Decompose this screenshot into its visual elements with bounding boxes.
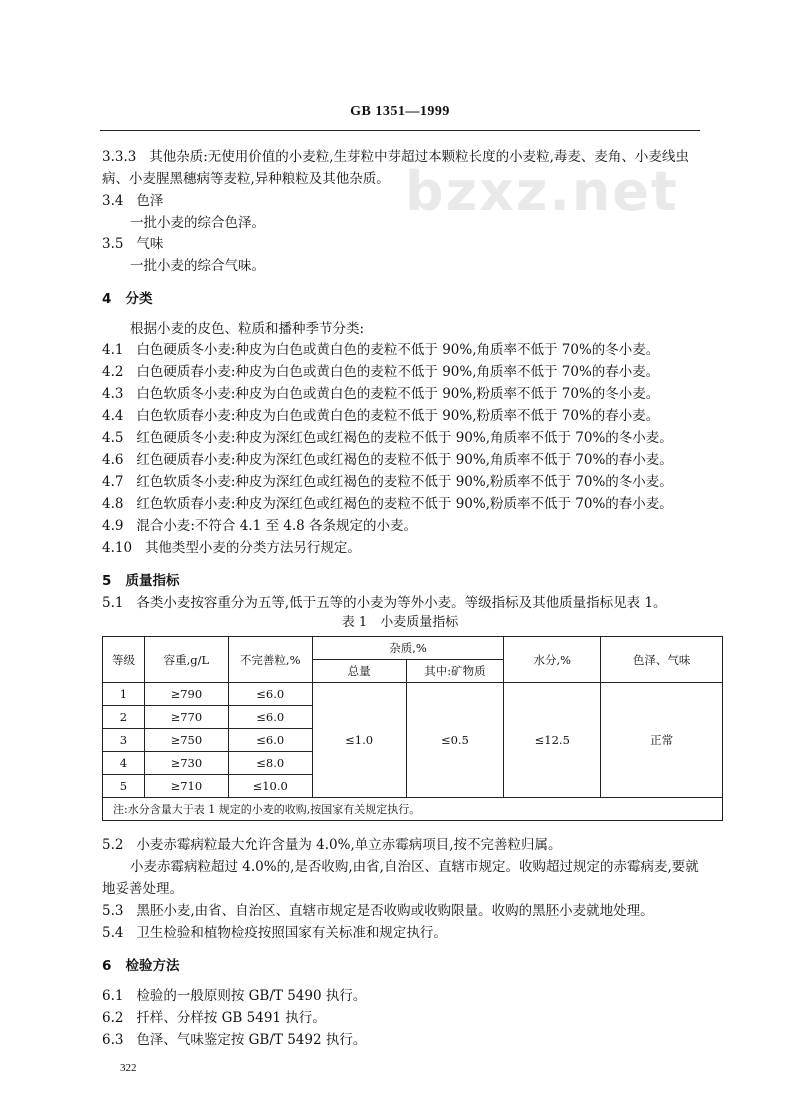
clause-number: 4.9 — [102, 518, 124, 534]
clause-5-1 — [102, 593, 667, 613]
clause-number: 4.8 — [102, 496, 124, 512]
clause-title: 色泽 — [136, 193, 164, 209]
watermark: bzxz.net — [405, 160, 679, 223]
clause-text: 扦样、分样按 GB 5491 执行。 — [136, 1010, 326, 1026]
clause-4-5 — [102, 428, 673, 448]
clause-4-6 — [102, 450, 673, 470]
cell-imperfect: ≤6.0 — [228, 706, 312, 729]
section-number: 6 — [102, 958, 112, 974]
clause-number: 4.10 — [102, 540, 133, 556]
clause-text: 各类小麦按容重分为五等,低于五等的小麦为等外小麦。等级指标及其他质量指标见表 1。 — [136, 595, 667, 611]
section-title: 检验方法 — [125, 958, 180, 974]
clause-3-4-heading — [102, 191, 163, 211]
clause-4-3 — [102, 384, 659, 404]
cell-density: ≥710 — [144, 775, 228, 798]
clause-text: 红色硬质春小麦:种皮为深红色或红褐色的麦粒不低于 90%,角质率不低于 70%的春小麦。 — [136, 452, 673, 468]
clause-number: 4.1 — [102, 342, 124, 358]
table-note: 注:水分含量大于表 1 规定的小麦的收购,按国家有关规定执行。 — [103, 798, 723, 821]
clause-3-5-heading — [102, 234, 163, 254]
clause-4-4 — [102, 406, 659, 426]
clause-5-3 — [102, 901, 654, 921]
clause-number: 3.4 — [102, 193, 124, 209]
cell-density: ≥790 — [144, 683, 228, 706]
header-rule — [100, 130, 700, 131]
cell-grade: 1 — [103, 683, 145, 706]
cell-density: ≥730 — [144, 752, 228, 775]
section-title: 分类 — [125, 291, 153, 307]
clause-4-2 — [102, 362, 659, 382]
clause-number: 4.4 — [102, 408, 124, 424]
clause-text: 其他杂质:无使用价值的小麦粒,生芽粒中芽超过本颗粒长度的小麦粒,毒麦、麦角、小麦线虫 — [149, 149, 689, 165]
clause-5-2-cont2: 地妥善处理。 — [102, 881, 183, 897]
cell-imperfect: ≤10.0 — [228, 775, 312, 798]
clause-text: 红色硬质冬小麦:种皮为深红色或红褐色的麦粒不低于 90%,角质率不低于 70%的冬小麦。 — [136, 430, 673, 446]
clause-text: 小麦赤霉病粒最大允许含量为 4.0%,单立赤霉病项目,按不完善粒归属。 — [136, 837, 562, 853]
clause-3-3-3-line2: 病、小麦腥黑穗病等麦粒,异种粮粒及其他杂质。 — [102, 171, 390, 187]
clause-3-4-text: 一批小麦的综合色泽。 — [130, 215, 265, 231]
cell-density: ≥750 — [144, 729, 228, 752]
cell-imperfect: ≤6.0 — [228, 729, 312, 752]
standard-code-header: GB 1351—1999 — [350, 104, 450, 119]
table-caption: 表 1 小麦质量指标 — [341, 615, 459, 630]
clause-text: 白色硬质冬小麦:种皮为白色或黄白色的麦粒不低于 90%,角质率不低于 70%的冬小麦。 — [136, 342, 660, 358]
clause-4-7 — [102, 472, 673, 492]
cell-color-odor: 正常 — [601, 683, 723, 798]
clause-number: 6.2 — [102, 1010, 124, 1026]
clause-text: 白色硬质春小麦:种皮为白色或黄白色的麦粒不低于 90%,角质率不低于 70%的春小麦。 — [136, 364, 660, 380]
cell-imperfect: ≤6.0 — [228, 683, 312, 706]
clause-5-2 — [102, 835, 562, 855]
clause-text: 红色软质春小麦:种皮为深红色或红褐色的麦粒不低于 90%,粉质率不低于 70%的春小麦。 — [136, 496, 673, 512]
clause-4-10 — [102, 538, 361, 558]
clause-text: 白色软质春小麦:种皮为白色或黄白色的麦粒不低于 90%,粉质率不低于 70%的春小麦。 — [136, 408, 660, 424]
clause-number: 4.6 — [102, 452, 124, 468]
cell-impurity-mineral: ≤0.5 — [406, 683, 504, 798]
clause-text: 卫生检验和植物检疫按照国家有关标准和规定执行。 — [136, 925, 447, 941]
cell-density: ≥770 — [144, 706, 228, 729]
section-number: 4 — [102, 291, 112, 307]
clause-5-2-cont1: 小麦赤霉病粒超过 4.0%的,是否收购,由省,自治区、直辖市规定。收购超过规定的赤霉病麦,要就 — [130, 859, 699, 875]
clause-number: 4.2 — [102, 364, 124, 380]
clause-5-4 — [102, 923, 447, 943]
page-number: 322 — [120, 1062, 137, 1074]
clause-number: 5.1 — [102, 595, 124, 611]
cell-grade: 5 — [103, 775, 145, 798]
clause-3-3-3-line1 — [102, 147, 689, 167]
clause-text: 红色软质冬小麦:种皮为深红色或红褐色的麦粒不低于 90%,粉质率不低于 70%的冬小麦。 — [136, 474, 673, 490]
cell-grade: 4 — [103, 752, 145, 775]
clause-4-8 — [102, 494, 673, 514]
clause-number: 5.2 — [102, 837, 124, 853]
clause-number: 3.5 — [102, 236, 124, 252]
section-4-heading — [102, 289, 153, 309]
section-6-heading — [102, 956, 180, 976]
clause-text: 混合小麦:不符合 4.1 至 4.8 各条规定的小麦。 — [136, 518, 418, 534]
clause-title: 气味 — [136, 236, 164, 252]
section-title: 质量指标 — [125, 573, 180, 589]
clause-text: 色泽、气味鉴定按 GB/T 5492 执行。 — [136, 1032, 367, 1048]
clause-number: 5.3 — [102, 903, 124, 919]
clause-6-1 — [102, 986, 366, 1006]
table-row — [103, 683, 723, 706]
cell-grade: 3 — [103, 729, 145, 752]
clause-3-5-text: 一批小麦的综合气味。 — [130, 258, 265, 274]
clause-text: 黑胚小麦,由省、自治区、直辖市规定是否收购或收购限量。收购的黑胚小麦就地处理。 — [136, 903, 654, 919]
clause-text: 其他类型小麦的分类方法另行规定。 — [144, 540, 361, 556]
clause-text: 检验的一般原则按 GB/T 5490 执行。 — [136, 988, 367, 1004]
header-impurity: 杂质,% — [312, 637, 504, 660]
section-4-intro: 根据小麦的皮色、粒质和播种季节分类: — [130, 321, 365, 337]
header-impurity-mineral: 其中:矿物质 — [406, 660, 504, 683]
header-density: 容重,g/L — [144, 637, 228, 683]
header-grade: 等级 — [103, 637, 145, 683]
quality-table — [102, 636, 723, 821]
cell-imperfect: ≤8.0 — [228, 752, 312, 775]
clause-number: 6.3 — [102, 1032, 124, 1048]
header-impurity-total: 总量 — [312, 660, 406, 683]
clause-6-2 — [102, 1008, 326, 1028]
clause-number: 6.1 — [102, 988, 124, 1004]
header-moisture: 水分,% — [504, 637, 601, 683]
cell-grade: 2 — [103, 706, 145, 729]
cell-moisture: ≤12.5 — [504, 683, 601, 798]
clause-4-1 — [102, 340, 659, 360]
cell-impurity-total: ≤1.0 — [312, 683, 406, 798]
clause-text: 白色软质冬小麦:种皮为白色或黄白色的麦粒不低于 90%,粉质率不低于 70%的冬小麦。 — [136, 386, 660, 402]
header-color-odor: 色泽、气味 — [601, 637, 723, 683]
clause-number: 4.3 — [102, 386, 124, 402]
section-5-heading — [102, 571, 180, 591]
header-imperfect: 不完善粒,% — [228, 637, 312, 683]
clause-6-3 — [102, 1030, 366, 1050]
clause-number: 3.3.3 — [102, 149, 137, 165]
clause-number: 4.7 — [102, 474, 124, 490]
section-number: 5 — [102, 573, 112, 589]
clause-number: 5.4 — [102, 925, 124, 941]
clause-number: 4.5 — [102, 430, 124, 446]
clause-4-9 — [102, 516, 417, 536]
